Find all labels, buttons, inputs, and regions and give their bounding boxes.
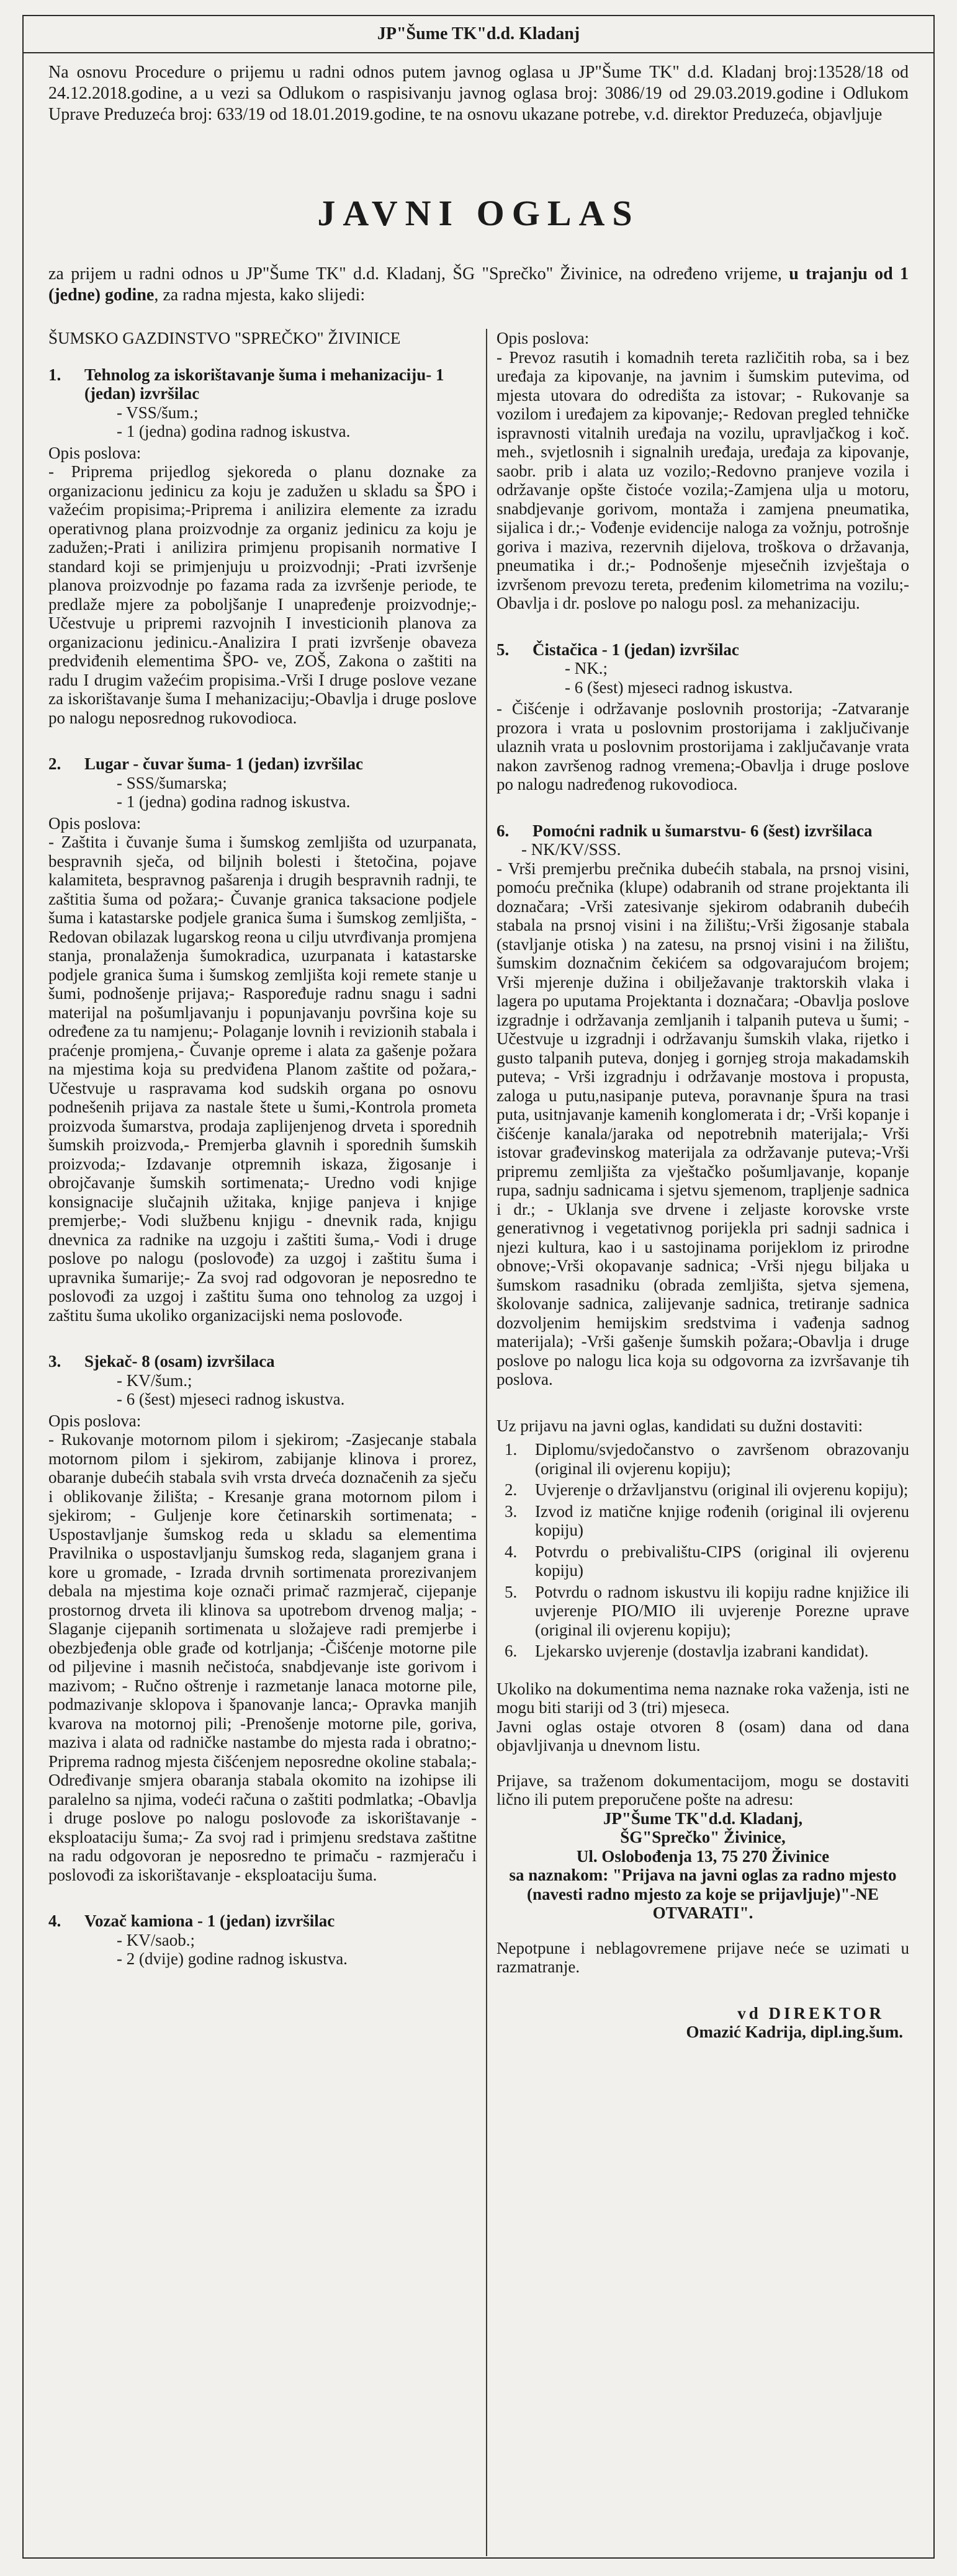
list-item: 5. Potvrdu o radnom iskustvu ili kopiju radne knjižice ili uvjerenje PIO/MIO ili uvjerenje Porezne uprave (original ili ovjerenu kopiju);	[521, 1583, 909, 1640]
address-marking: sa naznakom: "Prijava na javni oglas za radno mjesto (navesti radno mjesto za koje se prijavljuje)"-NE OTVARATI".	[509, 1866, 897, 1922]
job-number: 6.	[496, 821, 510, 840]
job-item	[48, 754, 477, 1325]
job-number: 1.	[48, 365, 61, 384]
duties-label: Opis poslova:	[496, 329, 590, 347]
duties-label: Opis poslova:	[48, 813, 142, 833]
job-title-text: Lugar - čuvar šuma- 1 (jedan) izvršilac	[84, 754, 363, 773]
job-item	[496, 640, 909, 794]
duties-label: Opis poslova:	[48, 443, 142, 462]
list-item: 3. Izvod iz matične knjige rođenih (original ili ovjerenu kopiju)	[521, 1502, 909, 1540]
job-item	[48, 1912, 477, 1969]
job-number: 3.	[48, 1352, 61, 1371]
left-column	[48, 329, 477, 2556]
job-title	[48, 1912, 477, 1931]
job-title-text: Pomoćni radnik u šumarstvu- 6 (šest) izvršilaca	[532, 821, 873, 840]
duties-label: Opis poslova:	[48, 1411, 142, 1430]
list-item: 1. Diplomu/svjedočanstvo o završenom obrazovanju (original ili ovjerenu kopiju);	[521, 1440, 909, 1478]
company-header: JP"Šume TK"d.d. Kladanj	[24, 16, 933, 53]
sub-intro-text: za prijem u radni odnos u JP"Šume TK" d.d. Kladanj, ŠG "Sprečko" Živinice, na određeno vrijeme,	[48, 264, 782, 284]
job-number: 4.	[48, 1912, 61, 1930]
job-item	[48, 1352, 477, 1884]
intro-paragraph: Na osnovu Procedure o prijemu u radni odnos putem javnog oglasa u JP"Šume TK" d.d. Kladanj broj:13528/18 od 24.12.2018.godine, a u vezi sa Odlukom o raspisivanju javnog oglasa broj: 3086/19 od 29.03.2019.godine i Odlukom Uprave Preduzeća broj: 633/19 od 18.01.2019.godine, te na osnovu ukazane potrebe, v.d. direktor Preduzeća, objavljuje	[48, 63, 909, 124]
job-requirement: - 6 (šest) mjeseci radnog iskustva.	[117, 1390, 345, 1408]
sub-intro-end: , za radna mjesta, kako slijedi:	[154, 285, 366, 305]
job-requirement: - 6 (šest) mjeseci radnog iskustva.	[565, 678, 793, 697]
section-title: ŠUMSKO GAZDINSTVO "SPREČKO" ŽIVINICE	[48, 329, 401, 347]
documents-intro: Uz prijavu na javni oglas, kandidati su dužni dostaviti:	[496, 1416, 863, 1435]
submit-note: Prijave, sa traženom dokumentacijom, mogu se dostaviti lično ili putem preporučene pošte na adresu:	[496, 1771, 909, 1809]
job-title-text: Čistačica - 1 (jedan) izvršilac	[532, 640, 739, 659]
job-requirement: - NK/KV/SSS.	[521, 840, 621, 859]
column-divider	[486, 329, 487, 2556]
job-title	[48, 1352, 477, 1371]
address-line: JP"Šume TK"d.d. Kladanj,	[603, 1809, 803, 1828]
job-title	[48, 754, 477, 774]
job-requirement: - NK.;	[565, 659, 608, 678]
address-line: Ul. Oslobođenja 13, 75 270 Živinice	[576, 1846, 830, 1866]
job-number: 2.	[48, 754, 61, 773]
address-line: ŠG"Sprečko" Živinice,	[620, 1828, 786, 1846]
job-requirement: - 2 (dvije) godine radnog iskustva.	[117, 1949, 348, 1968]
job-title	[496, 640, 909, 660]
job-item	[48, 365, 477, 728]
sub-intro-paragraph	[48, 264, 909, 306]
job-duties: - Rukovanje motornom pilom i sjekirom; -Zasjecanje stabala motornom pilom i sjekirom, zabijanje klinova i prorez, obaranje dubećih stabala svih vrsta drveća doznačenih za sječu i oblikovanje žilišta; - Kresanje grana motornom pilom i sjekirom; - Guljenje kore četinarskih sortimenata; -Uspostavljanje šumskog reda u skladu sa elementima Pravilnika o uspostavljanju šumskog reda, slaganjem grana i kore u gromade, - Izrada drvnih sortimenata prorezivanjem debala na mjestima koje označi primač razmjerač, cijepanje prostornog drveta ili klinova sa upotrebom drvenog malja; -Slaganje cijepanih sortimenata u složajeve radi premjerbe i obezbjeđenja oble građe od kotrljanja; -Čišćenje motorne pile od piljevine i masnih nečistoća, snabdjevanje iste gorivom i mazivom; - Ručno oštrenje i razmetanje lanaca motorne pile, podmazivanje sklopova i španovanje lanca;- Opravka manjih kvarova na motornoj pili; -Prenošenje motorne pile, goriva, maziva i alata od radničke nastambe do mjesta rada i obratno;-Priprema radnog mjesta čišćenjem neposredne okoline stabala;- Određivanje smjera obaranja stabala okomito na izohipse ili paralelno sa njima, vodeći računa o zaštiti podmlatka; -Obavlja i druge poslove po nalogu poslovođe za iskorištavanje - eksploataciju šuma;- Za svoj rad i primjenu sredstava zaštitne na radu odgovoran je neposredno te primaču - razmjeraču i poslovođi za iskorištavanje - eksploataciju šuma.	[48, 1430, 477, 1884]
job-duties: - Priprema prijedlog sjekoreda o planu doznake za organizacionu jedinicu za koju je zadužen u skladu sa ŠPO i važećim propisima;-Priprema i anilizira elemente za izradu operativnog plana proizvodnje za organiz jedinicu za koju je zadužen;-Prati i anilizira primjenu propisanih normative I standard koji se primjenjuju u proizvodnji; -Prati izvršenje planova proizvodnje po fazama rada za izvršenje periode, te predlaže mjere za poboljšanje I unapređenje proizvodnje;-Učestvuje u pripremi razvojnih I investicionih planova za organizacionu jedinicu.-Analizira I prati izvršenje obaveza predviđenih elementima ŠPO- ve, ZOŠ, Zakona o zaštiti na radu I drugim važećim propisima.-Vrši I druge poslove vezane za iskorištavanje šuma I mehanizaciju;-Obavlja i druge poslove po nalogu neposrednog rukovodioca.	[48, 462, 477, 727]
job-duties: - Čišćenje i održavanje poslovnih prostorija; -Zatvaranje prozora i vrata u poslovnim prostorijama i zaključivanje ulaznih vrata u poslovnim prostorijama i zaključavanje vrata nakon završenog radnog vremena;-Obavlja i druge poslove po nalogu nadređenog rukovodioca.	[496, 699, 909, 794]
job-requirement: - 1 (jedna) godina radnog iskustva.	[117, 792, 351, 811]
job-duties: - Zaštita i čuvanje šuma i šumskog zemljišta od uzurpanata, bespravnih sječa, od biljnih bolesti i štetočina, pojave kalamiteta, bespravnog pašarenja i drugih bespravnih radnji, te zaštitia šuma od požara;- Čuvanje granica taksacione podjele šuma i katastarske podjele granica šuma i šumskog zemljišta, -Redovan obilazak lugarskog reona u cilju utvrđivanja promjena stanja, pronalaženja šumokradica, uzurpanata i katastarske podjele granica šuma i šumskog zemljišta koji remete stanje u šumi, podnošenje prijava;- Raspoređuje radnu snagu i sadni materijal na pošumljavanju i popunjavanju površina koje su određene za tu namjenu;- Polaganje lovnih i revizionih stabala i praćenje promjena,- Čuvanje opreme i alata za gašenje požara na mjestima koja su predviđena Planom zaštite od požara,- Učestvuje u raspravama kod sudskih organa po osnovu podnešenih prijava za nastale štete u šumi,-Kontrola prometa proizvoda šumarstva, prodaja zaplijenjenog drveta i sporednih šumskih proizvoda,- Premjerba glavnih i sporednih šumskih proizvoda;- Izdavanje otpremnih iskaza, žigosanje i obrojčavanje šumskih sortimenata;- Uredno vodi knjige konsignacije slučajnih užitaka, knjige panjeva i knjige premjerbe;- Vodi službenu knjigu - dnevnik rada, knjigu dnevnica za radnike na uzgoju i zaštiti šuma,- Vodi i druge poslove po nalogu (poslovođe) za uzgoj i zaštitu šuma i upravnika šumarije;- Za svoj rad odgovoran je neposredno te poslovođi za uzgoj i zaštitu šuma ono tehnolog za uzgoj i zaštitu šuma ukoliko organizacijski nema poslovođe.	[48, 833, 477, 1325]
validity-note: Ukoliko na dokumentima nema naznake roka važenja, isti ne mogu biti stariji od 3 (tri) mjeseca.	[496, 1679, 909, 1717]
incomplete-note: Nepotpune i neblagovremene prijave neće se uzimati u razmatranje.	[496, 1938, 909, 1976]
open-note: Javni oglas ostaje otvoren 8 (osam) dana od dana objavljivanja u dnevnom listu.	[496, 1717, 909, 1755]
right-column	[496, 329, 909, 2556]
job-requirement: - KV/saob.;	[117, 1930, 195, 1949]
page-title: JAVNI OGLAS	[317, 193, 640, 233]
list-item: 6. Ljekarsko uvjerenje (dostavlja izabrani kandidat).	[521, 1642, 909, 1661]
job-requirement: - 1 (jedna) godina radnog iskustva.	[117, 422, 351, 441]
documents-list	[496, 1440, 909, 1661]
job-title-text: Vozač kamiona - 1 (jedan) izvršilac	[84, 1912, 335, 1930]
job-duties: - Prevoz rasutih i komadnih tereta različitih roba, sa i bez uređaja za kipovanje, na javnim i šumskim putevima, od mjesta utovara do odredišta za istovar; - Rukovanje sa vozilom i uređajem za kipovanje;- Redovan pregled tehničke ispravnosti vitalnih uređaja na vozilu, upravljačkog i koč. meh., svjetlosnih i signalnih uređaja, uređaja za kipovanje, saobr. prib i alata uz vozilo;-Redovno pranjeve vozila i održavanje opšte čistoće vozila;-Zamjena ulja u motoru, snabdjevanje gorivom, montaža i zamjena pneumatika, sijalica i dr.;- Vođenje evidencije naloga za vožnju, potrošnje goriva i maziva, rezervnih dijelova, troškova o državanja, pneumatika i dr.;- Podnošenje mjesečnih izvještaja o izvršenom prevozu tereta, pređenim kilometrima na vozilu;-Obavlja i dr. poslove po nalogu posl. za mehanizaciju.	[496, 347, 909, 612]
list-item: 2. Uvjerenje o državljanstvu (original ili ovjerenu kopiju);	[521, 1480, 909, 1500]
job-title-text: Tehnolog za iskorištavanje šuma i mehanizaciju- 1 (jedan) izvršilac	[84, 365, 444, 403]
job-requirement: - SSS/šumarska;	[117, 773, 227, 792]
signature-title: vd DIREKTOR	[737, 2003, 884, 2023]
job-requirement: - VSS/šum.;	[117, 403, 199, 422]
sub-intro-duration: u trajanju od 1 (jedne) godine	[48, 264, 909, 305]
signature-name: Omazić Kadrija, dipl.ing.šum.	[686, 2023, 903, 2041]
job-item	[496, 821, 909, 1389]
job-title	[48, 365, 477, 403]
job-title	[496, 821, 909, 841]
job-number: 5.	[496, 640, 510, 659]
job-title-text: Sjekač- 8 (osam) izvršilaca	[84, 1352, 275, 1371]
list-item: 4. Potvrdu o prebivalištu-CIPS (original ili ovjerenu kopiju)	[521, 1542, 909, 1580]
job-duties: - Vrši premjerbu prečnika dubećih stabala, na prsnoj visini, pomoću prečnika (klupe) odabranih od strane projektanta ili doznačara; -Vrši zatesivanje sjekirom odabranih dubećih stabala na prsnoj visini i na žilištu;-Vrši žigosanje stabala (stavljanje otiska ) na zatesu, na prsnoj visini i na žilištu, šumskim doznačnim čekićem sa odgovarajućom brojem; Vrši mjerenje dužina i obilježavanje traktorskih vlaka i lagera po uputama Projektanta i doznačara; -Obavlja poslove izgradnje i održavanja zemljanih i talpanih puteva u šumi; - Učestvuje u izgradnji i održavanju šumskih vlaka, rijetko i gusto talpanih puteva, donjeg i gornjeg stroja makadamskih puteva; - Vrši izgradnju i održavanje mostova i propusta, zaloga u putu,nasipanje puteva, poravnanje špura na trasi puta, usitnjavanje kamenih konglomerata i dr; -Vrši kopanje i čišćenje kanala/jaraka od nepotrebnih materijala;- Vrši istovar građevinskog materijala za održavanje puteva;-Vrši pripremu zemljišta za vještačko pošumljavanje, kopanje rupa, sadnju sadnicama i sjetvu sjemenom, trapljenje sadnica i dr.; - Uklanja sve drvene i zeljaste korovske vrste generativnog i vegetativnog porijekla pri sadnji sadnica i njezi kultura, kao i u sastojinama porijeklom iz prirodne obnove;-Vrši okopavanje sadnica; -Vrši njegu biljaka u šumskom rasadniku (obrada zemljišta, sjetva sjemena, školovanje sadnica, zalijevanje sadnica, tretiranje sadnica dozvoljenim hemijskim sredstvima i vađenja sadnog materijala); -Vrši gašenje šumskih požara;-Obavlja i druge poslove po nalogu lica koja su odgovorna za izvršavanje tih poslova.	[496, 859, 909, 1389]
job-requirement: - KV/šum.;	[117, 1371, 192, 1390]
